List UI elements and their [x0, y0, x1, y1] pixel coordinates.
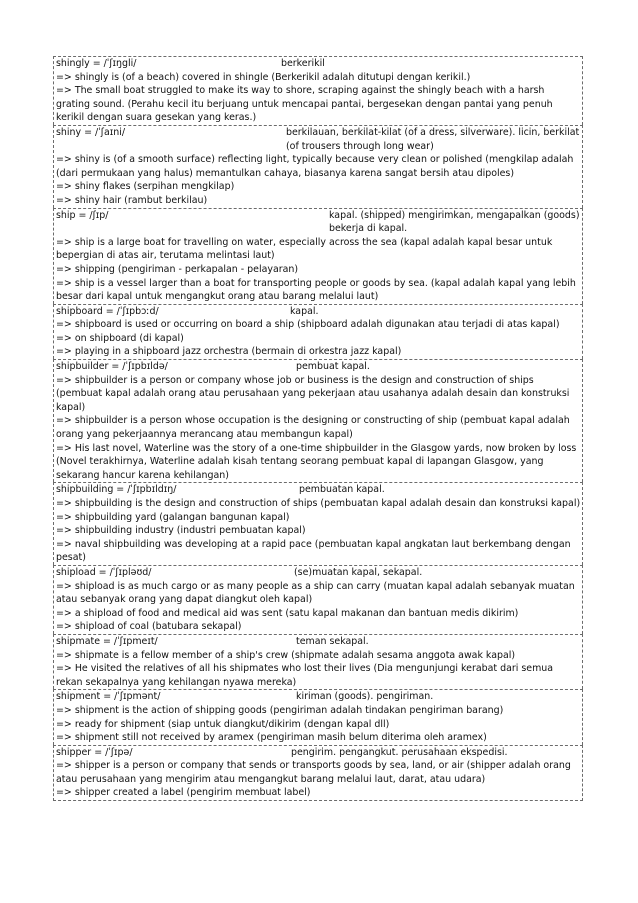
- example-line: => shipboard is used or occurring on board a ship (shipboard adalah digunakan atau terjadi di atas kapal): [56, 319, 560, 331]
- dictionary-entry: [53, 745, 583, 801]
- headword: ship = /ʃɪp/: [56, 209, 109, 221]
- example-line: => shipbuilder is a person or company whose job or business is the design and construction of ships (pembuat kapal adalah orang atau perusahaan yang pekerjaan atau usahanya adalah desain dan konstruksi kapal): [56, 374, 570, 413]
- headword: shipboard = /ˈʃɪpbɔːd/: [56, 305, 159, 317]
- example-line: => shipload is as much cargo or as many people as a ship can carry (muatan kapal adalah sebanyak muatan atau sebanyak orang yang dapat diangkut oleh kapal): [56, 580, 575, 606]
- gloss: kiriman (goods). pengiriman.: [296, 691, 434, 703]
- dictionary-entry: [53, 304, 583, 359]
- dictionary-entry: [53, 689, 583, 744]
- example-line: => a shipload of food and medical aid was sent (satu kapal makanan dan bantuan medis dikirim): [56, 607, 519, 619]
- example-line: => naval shipbuilding was developing at a rapid pace (pembuatan kapal angkatan laut berkembang dengan pesat): [56, 538, 571, 564]
- example-line: => He visited the relatives of all his shipmates who lost their lives (Dia mengunjungi kerabat dari semua rekan sekapalnya yang kehilangan nyawa mereka): [56, 663, 554, 688]
- example-line: => His last novel, Waterline was the story of a one-time shipbuilder in the Glasgow yards, now broken by loss (Novel terakhirnya, Waterline adalah kisah tentang seorang pembuat kapal di lapangan Glasgow, yang sekarang hancur karena kehilangan): [56, 442, 577, 481]
- entry-heading: [56, 690, 581, 704]
- example-line: => shipbuilding is the design and construction of ships (pembuatan kapal adalah desain dan konstruksi kapal): [56, 498, 581, 509]
- dictionary-entry: [53, 634, 583, 689]
- example-line: => shipper created a label (pengirim membuat label): [56, 787, 311, 799]
- gloss: berkerikil: [281, 58, 325, 69]
- example-line: => shipbuilding yard (galangan bangunan kapal): [56, 511, 290, 523]
- entry-heading: [56, 635, 581, 649]
- example-line: => shiny flakes (serpihan mengkilap): [56, 181, 235, 193]
- example-line: => shipbuilder is a person whose occupation is the designing or constructing of ship (pembuat kapal adalah orang yang pekerjaannya merancang atau membangun kapal): [56, 415, 570, 441]
- dictionary-entry: [53, 482, 583, 565]
- gloss: (se)muatan kapal, sekapal.: [294, 566, 423, 578]
- gloss: kapal.: [290, 305, 319, 317]
- example-line: => shingly is (of a beach) covered in shingle (Berkerikil adalah ditutupi dengan kerikil.): [56, 71, 471, 83]
- example-line: => on shipboard (di kapal): [56, 332, 184, 344]
- gloss: kapal. (shipped) mengirimkan, mengapalkan (goods) bekerja di kapal.: [329, 209, 580, 235]
- headword: shiny = /ˈʃaɪni/: [56, 126, 126, 138]
- entry-heading: [56, 483, 581, 497]
- headword: shipment = /ˈʃɪpmənt/: [56, 691, 161, 703]
- entry-heading: [56, 57, 581, 71]
- entry-heading: [56, 566, 581, 580]
- gloss: pembuat kapal.: [296, 361, 370, 373]
- example-line: => shipment is the action of shipping goods (pengiriman adalah tindakan pengiriman barang): [56, 704, 504, 716]
- example-line: => shipping (pengiriman - perkapalan - pelayaran): [56, 263, 299, 275]
- dictionary-entry: [53, 208, 583, 304]
- gloss: teman sekapal.: [296, 635, 369, 647]
- gloss: pembuatan kapal.: [299, 484, 385, 496]
- entry-heading: [56, 360, 581, 374]
- dictionary-entry: [53, 56, 583, 125]
- example-line: => shipmate is a fellow member of a ship's crew (shipmate adalah sesama anggota awak kapal): [56, 649, 516, 661]
- dictionary-entry: [53, 359, 583, 482]
- example-line: => shipload of coal (batubara sekapal): [56, 621, 242, 633]
- example-line: => shipbuilding industry (industri pembuatan kapal): [56, 525, 306, 537]
- entry-heading: [56, 746, 581, 760]
- headword: shipload = /ˈʃɪpləʊd/: [56, 566, 152, 578]
- headword: shipbuilding = /ˈʃɪpbɪldɪŋ/: [56, 484, 177, 496]
- entry-heading: [56, 126, 581, 153]
- headword: shipper = /ˈʃɪpə/: [56, 746, 133, 758]
- dictionary-entry: [53, 565, 583, 634]
- example-line: => ship is a large boat for travelling on water, especially across the sea (kapal adalah kapal besar untuk bepergian di atas air, terutama melintasi laut): [56, 236, 553, 262]
- dictionary-page: [53, 56, 583, 801]
- example-line: => shiny hair (rambut berkilau): [56, 194, 208, 206]
- gloss: pengirim. pengangkut. perusahaan ekspedisi.: [291, 746, 508, 758]
- gloss: berkilauan, berkilat-kilat (of a dress, silverware). licin, berkilat (of trousers through long wear): [286, 126, 580, 152]
- headword: shipbuilder = /ˈʃɪpbɪldə/: [56, 361, 168, 373]
- entry-heading: [56, 209, 581, 236]
- example-line: => The small boat struggled to make its way to shore, scraping against the shingly beach with a harsh grating sound. (Perahu kecil itu berjuang untuk mencapai pantai, bergesekan dengan pantai yang penuh kerikil dengan suara gesekan yang keras.): [56, 85, 553, 124]
- example-line: => ship is a vessel larger than a boat for transporting people or goods by sea. (kapal adalah kapal yang lebih besar dari kapal untuk mengangkut orang atau barang melalui laut): [56, 277, 576, 303]
- dictionary-entry: [53, 125, 583, 208]
- example-line: => shiny is (of a smooth surface) reflecting light, typically because very clean or polished (mengkilap adalah (dari permukaan yang halus) memantulkan cahaya, biasanya karena sangat bersih atau dipoles): [56, 154, 574, 179]
- entry-heading: [56, 305, 581, 319]
- example-line: => shipment still not received by aramex (pengiriman masih belum diterima oleh aramex): [56, 732, 487, 744]
- example-line: => ready for shipment (siap untuk diangkut/dikirim (dengan kapal dll): [56, 718, 390, 730]
- example-line: => shipper is a person or company that sends or transports goods by sea, land, or air (shipper adalah orang atau perusahaan yang mengirim atau mengangkut barang melalui laut, darat, atau udara): [56, 760, 571, 785]
- headword: shingly = /ˈʃɪŋgli/: [56, 58, 137, 69]
- headword: shipmate = /ˈʃɪpmeɪt/: [56, 635, 158, 647]
- example-line: => playing in a shipboard jazz orchestra (bermain di orkestra jazz kapal): [56, 346, 402, 358]
